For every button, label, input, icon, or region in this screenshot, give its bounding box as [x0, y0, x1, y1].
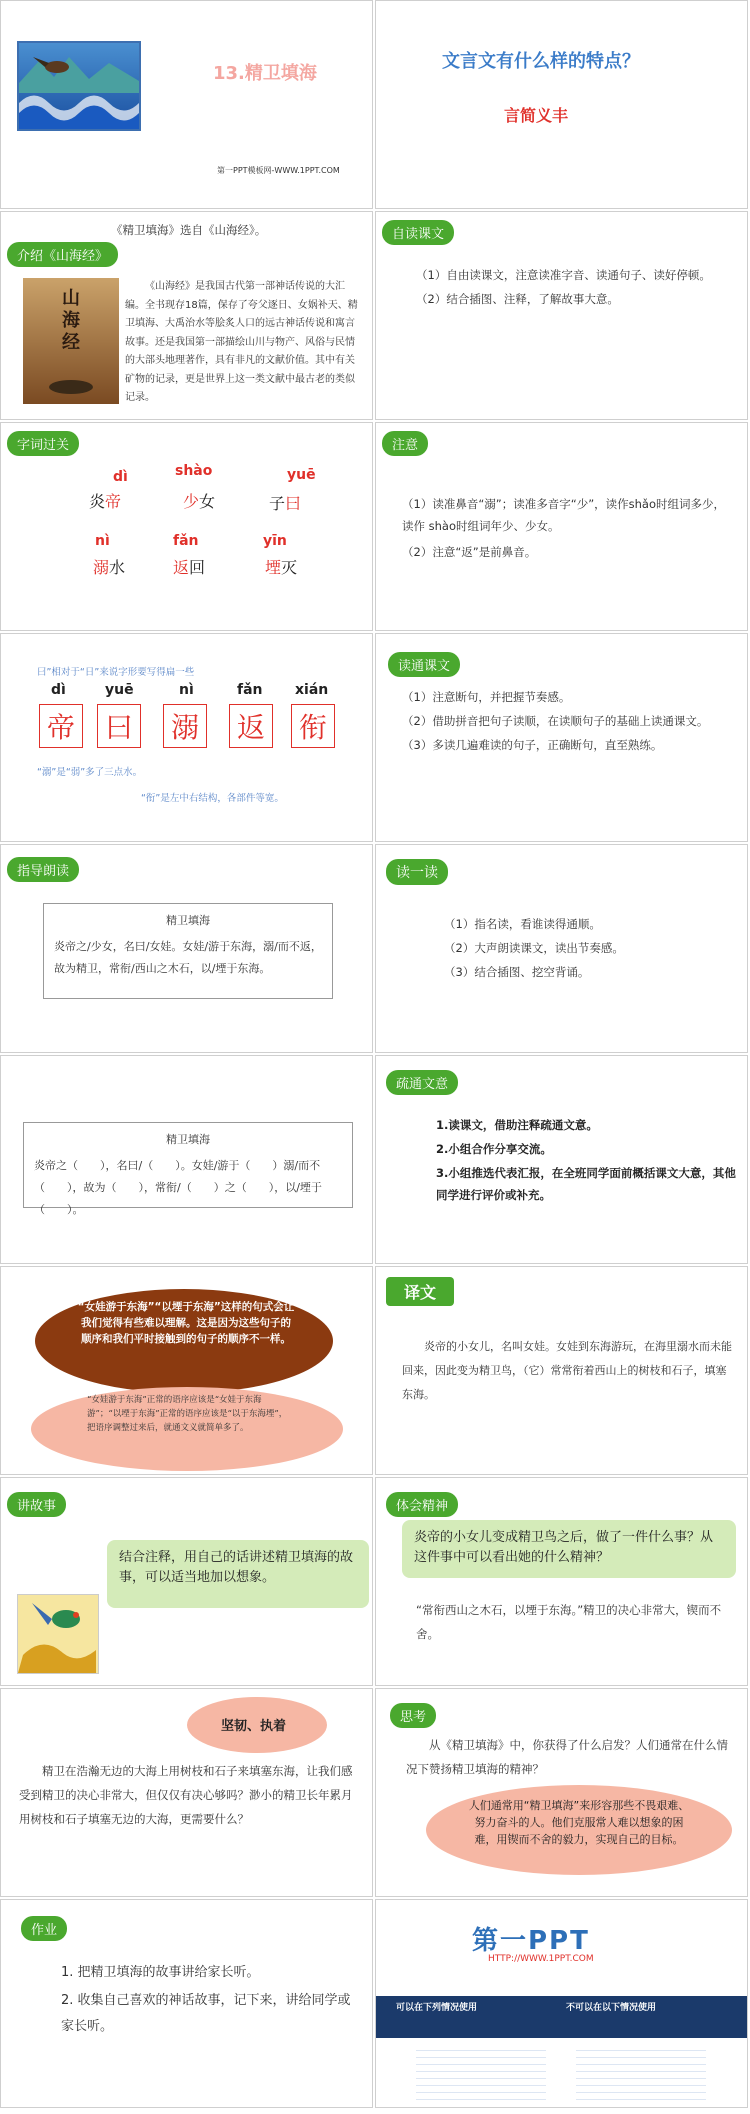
- slide-6[interactable]: [375, 422, 748, 631]
- slide-4[interactable]: [375, 211, 748, 420]
- slide-2[interactable]: [375, 0, 748, 209]
- task-item: （1）注意断句，并把握节奏感。: [402, 690, 571, 704]
- slide-11[interactable]: [0, 1055, 373, 1264]
- slide-footer: 第一PPT模板网-WWW.1PPT.COM: [217, 166, 340, 175]
- slide-13[interactable]: [0, 1266, 373, 1475]
- slide-5[interactable]: [0, 422, 373, 631]
- word-fanhui: 返回: [173, 558, 206, 577]
- homework-list: [45, 1960, 361, 2042]
- section-tag: 介绍《山海经》: [7, 242, 118, 267]
- section-tag: 指导朗读: [7, 857, 79, 882]
- char-pinyin: fǎn: [237, 682, 263, 698]
- task-item: （3）多读几遍难读的句子，正确断句，直至熟练。: [402, 738, 663, 752]
- question-text: 从《精卫填海》中，你获得了什么启发？人们通常在什么情况下赞扬精卫填海的精神？: [406, 1738, 728, 1776]
- slide-9[interactable]: [0, 844, 373, 1053]
- slide-12[interactable]: [375, 1055, 748, 1264]
- usage-col-allowed: 可以在下列情况使用: [396, 2003, 478, 2013]
- task-item: （3）结合插图、挖空背诵。: [444, 965, 590, 979]
- task-item: （1）指名读，看谁读得通顺。: [444, 917, 601, 931]
- note-left: “溺”是“弱”多了三点水。: [37, 767, 143, 778]
- word-nishui: 溺水: [93, 558, 126, 577]
- slide-18[interactable]: [375, 1688, 748, 1897]
- slide-title: 13.精卫填海: [213, 63, 317, 84]
- section-tag: 体会精神: [386, 1492, 458, 1517]
- jingwei-bird-icon: [18, 1595, 98, 1673]
- pinyin-yue: yuē: [287, 467, 316, 483]
- brand-url: HTTP://WWW.1PPT.COM: [488, 1954, 594, 1964]
- answer-text: “常衔西山之木石，以堙于东海。”精卫的决心非常大，锲而不舍。: [416, 1603, 722, 1641]
- slide-20[interactable]: [375, 1899, 748, 2108]
- slide-16[interactable]: [375, 1477, 748, 1686]
- bird-waves-picture: [19, 43, 139, 129]
- task-list: [402, 686, 732, 758]
- keyword-text: 坚韧、执着: [221, 1719, 287, 1734]
- task-list: [436, 1114, 736, 1208]
- pinyin-di: dì: [113, 469, 128, 485]
- tianzige-box: 曰: [97, 704, 141, 748]
- poem-blank-text: 炎帝之（ ），名曰/（ ）。女娃/游于（ ）溺/而不（ ），故为（ ），常衔/（ ）之（ ），以/堙于（ ）。: [34, 1159, 322, 1216]
- section-tag: 注意: [382, 431, 428, 456]
- section-tag: 读一读: [386, 859, 448, 885]
- char-pinyin: yuē: [105, 682, 134, 698]
- bird-illustration: [17, 1594, 99, 1674]
- slide-subtitle: 言简义丰: [504, 106, 569, 125]
- translation-text: 炎帝的小女儿，名叫女娃。女娃到东海游玩，在海里溺水而未能回来，因此变为精卫鸟，（它）常常衔着西山上的树枝和石子，填塞东海。: [402, 1340, 732, 1401]
- poem-title: 精卫填海: [166, 914, 210, 927]
- usage-banner: [376, 1996, 748, 2038]
- task-item: （2）大声朗读课文，读出节奏感。: [444, 941, 624, 955]
- homework-item: 2. 收集自己喜欢的神话故事，记下来，讲给同学或家长听。: [61, 1993, 351, 2034]
- pinyin-fan: fǎn: [173, 533, 199, 549]
- pinyin-ni: nì: [95, 533, 110, 549]
- story-task-box: 结合注释，用自己的话讲述精卫填海的故事，可以适当地加以想象。: [107, 1540, 369, 1608]
- slide-19[interactable]: [0, 1899, 373, 2108]
- slide-17[interactable]: [0, 1688, 373, 1897]
- slide-8[interactable]: [375, 633, 748, 842]
- pinyin-shao: shào: [175, 463, 213, 479]
- task-item: （2）结合插图、注释，了解故事大意。: [416, 292, 619, 306]
- section-tag: 字词过关: [7, 431, 79, 456]
- brand-logo: 第一PPT: [472, 1926, 590, 1956]
- poem-blank-box: [23, 1122, 353, 1216]
- word-yinmie: 堙灭: [265, 558, 298, 577]
- poem-text: 炎帝之/少女，名曰/女娃。女娃/游于东海，溺/而不返，故为精卫，常衔/西山之木石，以/堙于东海。: [54, 940, 322, 975]
- book-cover: [23, 278, 119, 404]
- note-fan: （2）注意“返”是前鼻音。: [402, 545, 537, 559]
- task-list: [444, 913, 734, 985]
- word-ziyue: 子曰: [269, 494, 302, 513]
- note-pronunciation: （1）读准鼻音“溺”；读准多音字“少”，读作shǎo时组词多少，读作 shào时组词年少、少女。: [402, 497, 726, 533]
- reflection-text: 精卫在浩瀚无边的大海上用树枝和石子来填塞东海，让我们感受到精卫的决心非常大，但仅仅有决心够吗？渺小的精卫长年累月用树枝和石子填塞无边的大海，更需要什么？: [19, 1764, 353, 1826]
- slide-14[interactable]: [375, 1266, 748, 1475]
- usage-col-forbidden: 不可以在以下情况使用: [566, 2003, 657, 2013]
- homework-item: 1. 把精卫填海的故事讲给家长听。: [61, 1965, 260, 1980]
- task-item: 2.小组合作分享交流。: [436, 1142, 552, 1156]
- note-top: 曰”相对于“日”来说字形要写得扁一些: [37, 667, 195, 678]
- slide-3[interactable]: [0, 211, 373, 420]
- link-list-left: [416, 2044, 546, 2104]
- book-intro-text: 《山海经》是我国古代第一部神话传说的大汇编。全书现存18篇，保存了夸父逐日、女娲补天、精卫填海、大禹治水等脍炙人口的远古神话传说和寓言故事。还是我国第一部描绘山川与物产、风俗与民情的大部头地理著作，具有非凡的文献价值。其中有关矿物的记录，更是世界上这一类文献中最古老的类似记录。: [125, 281, 358, 403]
- cloud-text: “女娃游于东海”正常的语序应该是“女娃于东海游”；“以堙于东海”正常的语序应该是“以于东海堙”，把语序调整过来后，就通文义就简单多了。: [87, 1395, 288, 1433]
- question-box: 炎帝的小女儿变成精卫鸟之后，做了一件什么事？从这件事中可以看出她的什么精神？: [402, 1520, 736, 1578]
- cloud-text: 人们通常用“精卫填海”来形容那些不畏艰难、努力奋斗的人。他们克服常人难以想象的困难，用锲而不舍的毅力，实现自己的目标。: [468, 1799, 690, 1846]
- poem-box: [43, 903, 333, 999]
- word-yandi: 炎帝: [89, 492, 122, 511]
- section-tag: 译文: [386, 1277, 454, 1306]
- word-shaonv: 少女: [183, 492, 216, 511]
- task-list: [416, 264, 716, 312]
- section-tag: 讲故事: [7, 1492, 66, 1517]
- note-right: “衔”是左中右结构，各部件等宽。: [141, 793, 284, 804]
- book-title: 山海经: [62, 288, 80, 353]
- poem-title: 精卫填海: [166, 1133, 210, 1146]
- tianzige-box: 溺: [163, 704, 207, 748]
- section-tag: 思考: [390, 1703, 436, 1728]
- tianzige-box: 返: [229, 704, 273, 748]
- task-item: 1.读课文，借助注释疏通文意。: [436, 1118, 598, 1132]
- pinyin-yin: yīn: [263, 533, 287, 549]
- section-tag: 读通课文: [388, 652, 460, 677]
- slide-7[interactable]: [0, 633, 373, 842]
- char-pinyin: dì: [51, 682, 66, 698]
- link-list-right: [576, 2044, 706, 2104]
- slide-1[interactable]: [0, 0, 373, 209]
- cover-illustration: [17, 41, 141, 131]
- task-item: 3.小组推选代表汇报，在全班同学面前概括课文大意，其他同学进行评价或补充。: [436, 1166, 736, 1202]
- section-tag: 疏通文意: [386, 1070, 458, 1095]
- slide-15[interactable]: [0, 1477, 373, 1686]
- task-item: （2）借助拼音把句子读顺，在读顺句子的基础上读通课文。: [402, 714, 709, 728]
- tianzige-box: 帝: [39, 704, 83, 748]
- turtle-icon: [49, 380, 93, 394]
- cloud-text: “女娃游于东海”“以堙于东海”这样的句式会让我们觉得有些难以理解。这是因为这些句子的顺序和我们平时接触到的句子的顺序不一样。: [77, 1301, 295, 1345]
- char-pinyin: nì: [179, 682, 194, 698]
- slide-title: 文言文有什么样的特点？: [442, 51, 640, 72]
- section-tag: 自读课文: [382, 220, 454, 245]
- task-item: （1）自由读课文，注意读准字音、读通句子、读好停顿。: [416, 268, 711, 282]
- tianzige-box: 衔: [291, 704, 335, 748]
- intro-line: 《精卫填海》选自《山海经》。: [111, 223, 267, 237]
- slide-10[interactable]: [375, 844, 748, 1053]
- char-pinyin: xián: [295, 682, 329, 698]
- section-tag: 作业: [21, 1916, 67, 1941]
